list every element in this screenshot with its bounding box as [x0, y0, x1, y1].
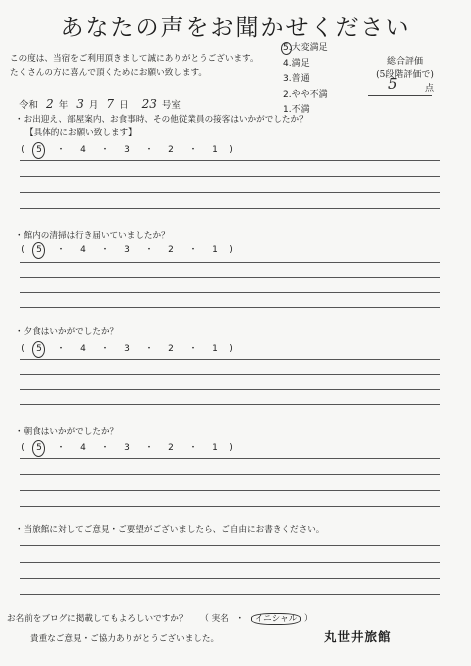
scale-item-5: 5.大変満足	[283, 43, 328, 53]
question-1: ・お出迎え、部屋案内、お食事時、その他従業員の接客はいかがでしたか？	[15, 115, 308, 125]
answer-line[interactable]	[20, 374, 440, 375]
comment-line[interactable]	[20, 545, 440, 546]
rating-option-5-selected[interactable]: 5	[28, 443, 50, 453]
answer-line[interactable]	[20, 277, 440, 278]
question-1-hint: 【具体的にお願い致します】	[25, 128, 137, 138]
comment-line[interactable]	[20, 562, 440, 563]
answer-line[interactable]	[20, 262, 440, 263]
date-day[interactable]: 7	[106, 97, 115, 111]
room-number[interactable]: 23	[141, 97, 157, 111]
intro-line-1: この度は、当宿をご利用頂きまして誠にありがとうございます。	[10, 54, 259, 64]
question-3-rating[interactable]: ( 5 ・ 4 ・ 3 ・ 2 ・ 1 )	[21, 344, 233, 354]
stay-date-row: 令和 2 年 3 月 7 日 23 号室	[19, 97, 181, 111]
question-4: ・朝食はいかがでしたか？	[15, 427, 119, 437]
answer-line[interactable]	[20, 458, 440, 459]
choice-real-name[interactable]: 実名	[211, 614, 229, 624]
scale-item-1: 1.不満	[283, 105, 310, 116]
answer-line[interactable]	[20, 208, 440, 209]
overall-score-field[interactable]	[368, 75, 435, 96]
scale-item-2: 2.やや不満	[283, 89, 328, 100]
question-3: ・夕食はいかがでしたか？	[15, 327, 119, 337]
selected-circle-mark	[281, 42, 292, 55]
answer-line[interactable]	[20, 176, 440, 177]
answer-line[interactable]	[20, 292, 440, 293]
question-4-rating[interactable]: ( 5 ・ 4 ・ 3 ・ 2 ・ 1 )	[21, 443, 233, 453]
date-month[interactable]: 3	[76, 97, 84, 111]
choice-initial-selected[interactable]: イニシャル	[251, 613, 301, 625]
overall-score-unit: 点	[425, 84, 435, 94]
comment-line[interactable]	[20, 594, 440, 595]
answer-line[interactable]	[20, 404, 440, 405]
comments-prompt: ・当旅館に対してご意見・ご要望がございましたら、ご自由にお書きください。	[15, 525, 325, 535]
thanks-text: 貴重なご意見・ご協力ありがとうございました。	[30, 634, 220, 644]
answer-line[interactable]	[20, 506, 440, 507]
answer-line[interactable]	[20, 359, 440, 360]
survey-title: あなたの声をお聞かせください	[60, 15, 411, 41]
rating-option-5-selected[interactable]: 5	[28, 245, 50, 255]
question-2-rating[interactable]: ( 5 ・ 4 ・ 3 ・ 2 ・ 1 )	[21, 245, 233, 255]
ryokan-name: 丸世井旅館	[324, 629, 392, 644]
intro-line-2: たくさんの方に喜んで頂くためにお願い致します。	[10, 68, 207, 78]
rating-option-5-selected[interactable]: 5	[28, 145, 50, 155]
answer-line[interactable]	[20, 307, 440, 308]
rating-scale-legend	[283, 41, 328, 119]
question-2: ・館内の清掃は行き届いていましたか？	[15, 231, 170, 241]
overall-rating-label: 総合評価 (5段階評価で)	[376, 57, 434, 80]
intro-text	[10, 52, 259, 80]
blog-permission-row: お名前をブログに掲載してもよろしいですか？ （ 実名 ・ イニシャル ）	[7, 614, 313, 624]
question-1-rating[interactable]: ( 5 ・ 4 ・ 3 ・ 2 ・ 1 )	[21, 145, 233, 155]
scale-item-4: 4.満足	[283, 58, 310, 69]
scale-item-3: 3.普通	[283, 74, 310, 85]
answer-line[interactable]	[20, 192, 440, 193]
answer-line[interactable]	[20, 474, 440, 475]
comment-line[interactable]	[20, 578, 440, 579]
answer-line[interactable]	[20, 490, 440, 491]
date-year[interactable]: 2	[46, 97, 54, 111]
overall-score-value: 5	[388, 75, 398, 93]
rating-option-5-selected[interactable]: 5	[28, 344, 50, 354]
answer-line[interactable]	[20, 389, 440, 390]
answer-line[interactable]	[20, 160, 440, 161]
